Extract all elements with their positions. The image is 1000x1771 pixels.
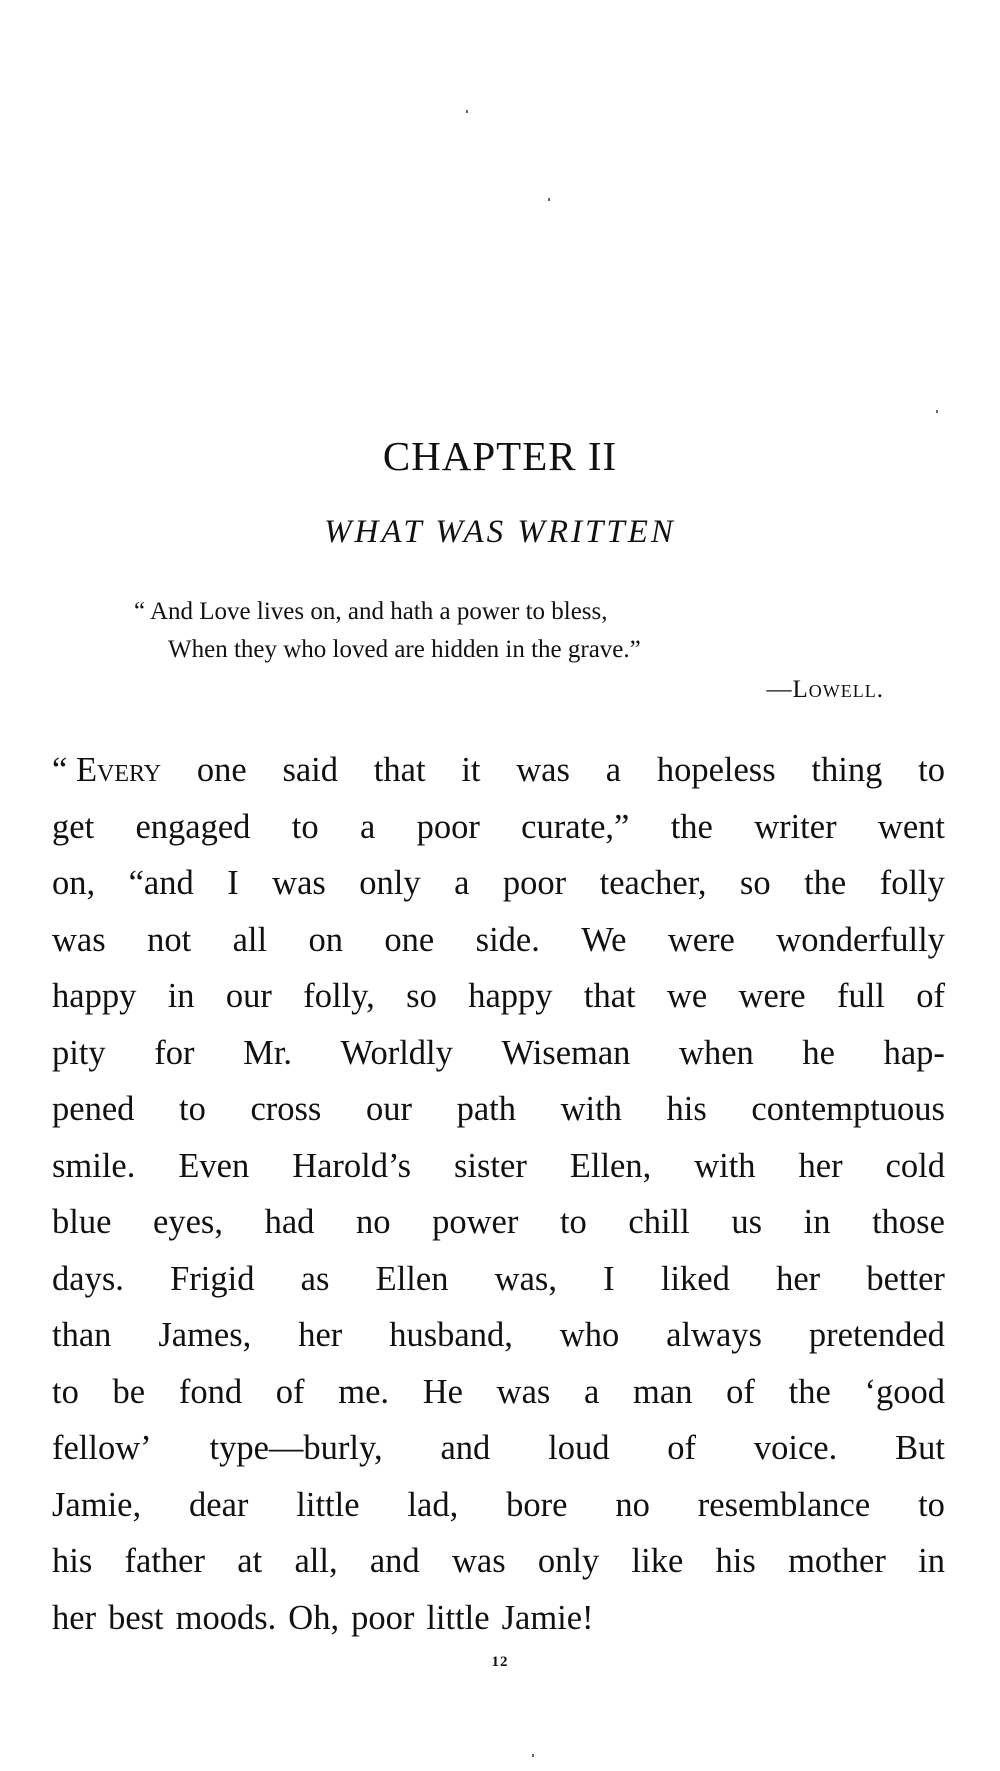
word: went xyxy=(877,807,945,846)
word: for xyxy=(154,1033,195,1072)
word: was xyxy=(272,864,326,902)
word: and xyxy=(440,1429,491,1467)
word: Oh, xyxy=(288,1598,340,1637)
word: that xyxy=(373,751,426,789)
word: we xyxy=(666,977,708,1015)
paper-speck xyxy=(548,198,550,201)
word: But xyxy=(895,1429,945,1467)
word: so xyxy=(406,977,437,1015)
word: to xyxy=(52,1372,79,1411)
word: little xyxy=(426,1598,490,1637)
word: her xyxy=(52,1598,97,1637)
word: Mr. xyxy=(243,1033,293,1072)
text-line xyxy=(52,1590,945,1647)
word: had xyxy=(264,1203,315,1241)
word: that xyxy=(583,977,636,1015)
word: bore xyxy=(506,1485,568,1524)
word: contemptuous xyxy=(751,1090,945,1128)
word: to xyxy=(559,1203,587,1241)
word: the xyxy=(670,807,713,846)
word: teacher, xyxy=(599,864,707,902)
word: poor xyxy=(502,864,567,902)
word: pened xyxy=(52,1090,135,1128)
word: I xyxy=(603,1259,615,1298)
word: were xyxy=(667,920,735,959)
word: our xyxy=(225,977,272,1015)
word: little xyxy=(296,1485,360,1524)
text-line xyxy=(52,799,945,856)
word: was xyxy=(451,1542,506,1580)
text-line xyxy=(52,1194,945,1251)
word: those xyxy=(872,1203,945,1241)
word: hap- xyxy=(883,1033,945,1072)
word: a xyxy=(359,807,376,846)
text-line xyxy=(52,1025,945,1082)
paper-speck xyxy=(466,110,468,113)
word: pretended xyxy=(808,1316,945,1354)
word: like xyxy=(631,1542,684,1580)
opening-word-smallcaps: Every xyxy=(75,751,162,789)
word: father xyxy=(124,1542,205,1580)
opening-quote: “ xyxy=(52,751,76,789)
word: not xyxy=(147,920,192,959)
word: best xyxy=(108,1598,164,1637)
word: his xyxy=(666,1090,707,1128)
word: sister xyxy=(454,1146,527,1185)
word: the xyxy=(788,1372,831,1411)
word: engaged xyxy=(135,807,251,846)
chapter-title: WHAT WAS WRITTEN xyxy=(324,514,676,550)
word: curate,” xyxy=(521,807,630,846)
word: than xyxy=(52,1316,112,1354)
word: dear xyxy=(189,1485,249,1524)
word: get xyxy=(52,807,95,846)
word: resemblance xyxy=(697,1485,871,1524)
word: folly xyxy=(879,864,945,902)
word: smile. xyxy=(52,1146,136,1185)
word: was xyxy=(496,1372,551,1411)
word: Frigid xyxy=(170,1259,255,1298)
epigraph-attribution: —Lowell. xyxy=(766,676,884,703)
word: it xyxy=(461,751,481,789)
word: lad, xyxy=(407,1485,459,1524)
text-line xyxy=(52,1138,945,1195)
word: so xyxy=(739,864,771,902)
word: to xyxy=(918,751,945,789)
word: a xyxy=(584,1372,600,1411)
word: in xyxy=(167,977,195,1015)
word: of xyxy=(275,1372,305,1411)
text-line xyxy=(52,855,945,912)
word: always xyxy=(666,1316,762,1354)
word: pity xyxy=(52,1033,106,1072)
word: on, xyxy=(52,864,96,902)
word: path xyxy=(456,1090,516,1128)
word: he xyxy=(802,1033,835,1072)
word: of xyxy=(916,977,945,1015)
epigraph-line-2: When they who loved are hidden in the grave.” xyxy=(168,636,641,663)
word: Harold’s xyxy=(292,1146,412,1185)
word: poor xyxy=(351,1598,415,1637)
word: only xyxy=(359,864,421,902)
epigraph-line-1: “ And Love lives on, and hath a power to bless, xyxy=(134,598,608,625)
word: cross xyxy=(250,1090,322,1128)
word: was xyxy=(52,920,106,959)
word: us xyxy=(731,1203,763,1241)
word: when xyxy=(679,1033,754,1072)
text-line xyxy=(52,1364,945,1421)
word: writer xyxy=(754,807,837,846)
opening-word xyxy=(52,742,161,799)
word: and xyxy=(369,1542,420,1580)
word: eyes, xyxy=(153,1203,223,1241)
word: who xyxy=(559,1316,620,1354)
word: the xyxy=(804,864,847,902)
word: to xyxy=(179,1090,206,1128)
word: of xyxy=(667,1429,697,1467)
word: fellow’ xyxy=(52,1429,152,1467)
word: blue xyxy=(52,1203,112,1241)
word: to xyxy=(918,1485,945,1524)
text-line xyxy=(52,912,945,969)
word: his xyxy=(52,1542,93,1580)
word: in xyxy=(803,1203,831,1241)
paper-speck xyxy=(532,1754,534,1757)
word: We xyxy=(581,920,627,959)
word: a xyxy=(605,751,622,789)
word: days. xyxy=(52,1259,124,1298)
word: I xyxy=(227,864,239,902)
word: be xyxy=(112,1372,146,1411)
word: Jamie, xyxy=(52,1485,142,1524)
word: liked xyxy=(660,1259,730,1298)
word: happy xyxy=(468,977,553,1015)
word: with xyxy=(694,1146,756,1185)
word: hopeless xyxy=(656,751,776,789)
word: moods. xyxy=(175,1598,277,1637)
word: type—burly, xyxy=(209,1429,383,1467)
word: one xyxy=(196,751,247,789)
word: full xyxy=(836,977,885,1015)
word: better xyxy=(866,1259,945,1298)
word: voice. xyxy=(753,1429,838,1467)
word: all xyxy=(232,920,268,959)
word: our xyxy=(365,1090,412,1128)
word: Even xyxy=(178,1146,250,1185)
word: chill xyxy=(628,1203,690,1241)
word: at xyxy=(237,1542,263,1580)
word: husband, xyxy=(389,1316,513,1354)
text-line xyxy=(52,1307,945,1364)
word: were xyxy=(738,977,806,1015)
word: his xyxy=(715,1542,756,1580)
word: man xyxy=(633,1372,693,1411)
word: me. xyxy=(338,1372,390,1411)
text-line xyxy=(52,1477,945,1534)
word: ‘good xyxy=(864,1372,945,1411)
word: loud xyxy=(548,1429,610,1467)
text-line xyxy=(52,1081,945,1138)
chapter-heading: CHAPTER II xyxy=(382,433,618,479)
word: thing xyxy=(811,751,883,789)
text-line xyxy=(52,1420,945,1477)
word: Wiseman xyxy=(501,1033,631,1072)
word: one xyxy=(384,920,435,959)
word: was, xyxy=(494,1259,557,1298)
word: power xyxy=(432,1203,519,1241)
word: Worldly xyxy=(340,1033,453,1072)
body-paragraph xyxy=(52,742,945,1646)
paper-speck xyxy=(936,410,938,413)
word: her xyxy=(776,1259,821,1298)
word: said xyxy=(282,751,339,789)
word: folly, xyxy=(303,977,375,1015)
word: was xyxy=(516,751,570,789)
page-number: 12 xyxy=(491,1654,509,1670)
word: only xyxy=(537,1542,600,1580)
word: happy xyxy=(52,977,137,1015)
word: her xyxy=(298,1316,343,1354)
word: of xyxy=(726,1372,755,1411)
word: mother xyxy=(788,1542,886,1580)
word: a xyxy=(454,864,470,902)
word: fond xyxy=(178,1372,243,1411)
word: Jamie! xyxy=(501,1598,594,1637)
word: as xyxy=(300,1259,330,1298)
word: Ellen, xyxy=(569,1146,652,1185)
word: wonderfully xyxy=(776,920,945,959)
word: Ellen xyxy=(375,1259,449,1298)
word: James, xyxy=(158,1316,252,1354)
word: to xyxy=(291,807,319,846)
word: cold xyxy=(885,1146,945,1185)
word: side. xyxy=(475,920,540,959)
word: all, xyxy=(294,1542,338,1580)
text-line xyxy=(52,1533,945,1590)
word: her xyxy=(798,1146,843,1185)
text-line xyxy=(52,742,945,799)
word: no xyxy=(615,1485,650,1524)
word: in xyxy=(918,1542,945,1580)
word: “and xyxy=(128,864,194,902)
word: no xyxy=(356,1203,391,1241)
text-line xyxy=(52,968,945,1025)
word: He xyxy=(422,1372,463,1411)
word: with xyxy=(560,1090,622,1128)
word: on xyxy=(308,920,343,959)
text-line xyxy=(52,1251,945,1308)
word: poor xyxy=(416,807,480,846)
